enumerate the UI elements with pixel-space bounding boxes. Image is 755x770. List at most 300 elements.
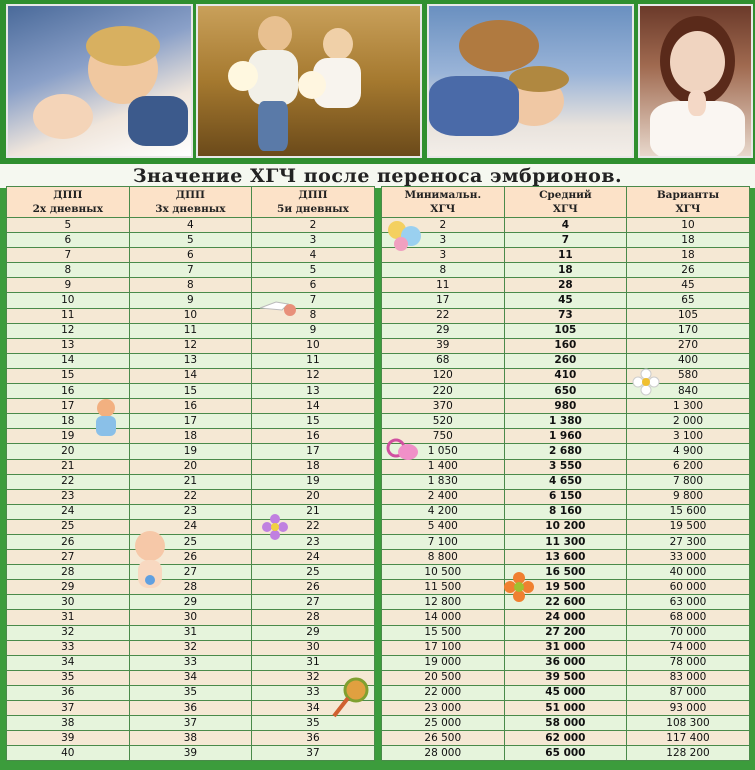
table-cell: 410: [504, 368, 627, 383]
table-cell: 10: [252, 338, 375, 353]
table-cell: 18: [504, 263, 627, 278]
table-row: [7, 489, 375, 504]
table-cell: 840: [627, 384, 750, 399]
table-cell: 11: [252, 353, 375, 368]
header-min-hcg: Минимальн. ХГЧ: [382, 187, 505, 218]
table-row: [7, 263, 375, 278]
table-cell: 51 000: [504, 701, 627, 716]
table-cell: 36 000: [504, 655, 627, 670]
table-cell: 73: [504, 308, 627, 323]
table-cell: 7: [129, 263, 252, 278]
table-cell: 19 500: [627, 519, 750, 534]
table-header-row: [382, 187, 750, 218]
table-cell: 7 100: [382, 534, 505, 549]
table-cell: 34: [129, 670, 252, 685]
table-cell: 8 160: [504, 504, 627, 519]
praying-girl-photo: [638, 4, 753, 158]
table-cell: 20 500: [382, 670, 505, 685]
table-cell: 4 200: [382, 504, 505, 519]
table-cell: 45: [504, 293, 627, 308]
table-cell: 11: [382, 278, 505, 293]
table-row: [382, 368, 750, 383]
table-cell: 38: [129, 731, 252, 746]
table-cell: 12: [7, 323, 130, 338]
table-row: [7, 534, 375, 549]
table-cell: 16 500: [504, 565, 627, 580]
table-cell: 22 600: [504, 595, 627, 610]
table-row: [382, 685, 750, 700]
table-row: [7, 746, 375, 761]
table-cell: 19: [252, 474, 375, 489]
table-cell: 2: [252, 218, 375, 233]
table-row: [382, 384, 750, 399]
header-mean-hcg: Средний ХГЧ: [504, 187, 627, 218]
table-cell: 35: [252, 716, 375, 731]
table-row: [7, 519, 375, 534]
table-cell: 980: [504, 399, 627, 414]
table-row: [382, 701, 750, 716]
table-cell: 10: [627, 218, 750, 233]
table-cell: 28 000: [382, 746, 505, 761]
table-cell: 22: [129, 489, 252, 504]
table-cell: 68: [382, 353, 505, 368]
table-row: [382, 474, 750, 489]
table-row: [382, 399, 750, 414]
table-row: [382, 655, 750, 670]
table-cell: 20: [252, 489, 375, 504]
table-row: [382, 444, 750, 459]
table-cell: 12 800: [382, 595, 505, 610]
table-cell: 36: [129, 701, 252, 716]
table-cell: 19 500: [504, 580, 627, 595]
table-cell: 4 900: [627, 444, 750, 459]
table-cell: 8: [252, 308, 375, 323]
table-cell: 9: [252, 323, 375, 338]
table-cell: 16: [7, 384, 130, 399]
table-row: [382, 278, 750, 293]
table-row: [7, 550, 375, 565]
table-cell: 21: [129, 474, 252, 489]
table-cell: 33: [252, 685, 375, 700]
table-row: [7, 580, 375, 595]
header-dpp-3day: ДПП 3х дневных: [129, 187, 252, 218]
table-cell: 8: [129, 278, 252, 293]
table-cell: 6 200: [627, 459, 750, 474]
table-cell: 33: [7, 640, 130, 655]
table-cell: 29: [129, 595, 252, 610]
table-cell: 400: [627, 353, 750, 368]
table-cell: 25: [252, 565, 375, 580]
table-cell: 65: [627, 293, 750, 308]
table-cell: 37: [129, 716, 252, 731]
table-cell: 1 300: [627, 399, 750, 414]
table-cell: 8: [382, 263, 505, 278]
table-row: [382, 338, 750, 353]
table-cell: 31: [129, 625, 252, 640]
table-cell: 27 300: [627, 534, 750, 549]
table-row: [382, 731, 750, 746]
table-cell: 23 000: [382, 701, 505, 716]
table-cell: 14: [129, 368, 252, 383]
table-cell: 28: [129, 580, 252, 595]
table-row: [7, 338, 375, 353]
table-row: [7, 565, 375, 580]
table-cell: 40 000: [627, 565, 750, 580]
table-cell: 7: [7, 248, 130, 263]
table-cell: 29: [382, 323, 505, 338]
table-cell: 26: [627, 263, 750, 278]
table-cell: 20: [129, 459, 252, 474]
table-row: [382, 323, 750, 338]
table-row: [382, 414, 750, 429]
table-cell: 32: [252, 670, 375, 685]
table-cell: 33 000: [627, 550, 750, 565]
table-row: [7, 655, 375, 670]
table-cell: 22: [252, 519, 375, 534]
table-cell: 7 800: [627, 474, 750, 489]
table-cell: 87 000: [627, 685, 750, 700]
table-row: [7, 414, 375, 429]
hcg-values-table: [381, 186, 750, 761]
table-cell: 11: [504, 248, 627, 263]
table-row: [382, 716, 750, 731]
table-cell: 36: [252, 731, 375, 746]
table-cell: 62 000: [504, 731, 627, 746]
table-cell: 8: [7, 263, 130, 278]
table-cell: 160: [504, 338, 627, 353]
table-cell: 13 600: [504, 550, 627, 565]
table-cell: 3: [382, 233, 505, 248]
table-cell: 128 200: [627, 746, 750, 761]
table-cell: 15: [129, 384, 252, 399]
table-cell: 1 400: [382, 459, 505, 474]
table-cell: 35: [7, 670, 130, 685]
header-dpp-5day: ДПП 5и дневных: [252, 187, 375, 218]
table-cell: 19: [7, 429, 130, 444]
table-cell: 5: [252, 263, 375, 278]
table-cell: 5 400: [382, 519, 505, 534]
table-cell: 28: [504, 278, 627, 293]
table-cell: 63 000: [627, 595, 750, 610]
table-cell: 22: [382, 308, 505, 323]
table-row: [7, 308, 375, 323]
table-cell: 27: [7, 550, 130, 565]
table-cell: 6: [252, 278, 375, 293]
table-cell: 19 000: [382, 655, 505, 670]
table-cell: 31 000: [504, 640, 627, 655]
table-cell: 3: [252, 233, 375, 248]
table-cell: 23: [129, 504, 252, 519]
table-cell: 5: [129, 233, 252, 248]
table-cell: 32: [7, 625, 130, 640]
table-row: [7, 670, 375, 685]
table-cell: 14: [252, 399, 375, 414]
table-cell: 18: [252, 459, 375, 474]
table-row: [382, 550, 750, 565]
title-bar: [0, 162, 755, 188]
table-cell: 10 500: [382, 565, 505, 580]
table-cell: 16: [252, 429, 375, 444]
table-cell: 8 800: [382, 550, 505, 565]
table-row: [7, 278, 375, 293]
table-row: [382, 429, 750, 444]
table-cell: 20: [7, 444, 130, 459]
table-row: [7, 625, 375, 640]
table-cell: 25: [129, 534, 252, 549]
table-cell: 2: [382, 218, 505, 233]
table-cell: 12: [129, 338, 252, 353]
table-row: [382, 595, 750, 610]
table-row: [382, 534, 750, 549]
table-row: [382, 640, 750, 655]
table-cell: 31: [252, 655, 375, 670]
table-cell: 33: [129, 655, 252, 670]
table-cell: 11: [129, 323, 252, 338]
table-cell: 15 600: [627, 504, 750, 519]
table-cell: 3 100: [627, 429, 750, 444]
table-row: [7, 716, 375, 731]
table-row: [382, 233, 750, 248]
table-cell: 4 650: [504, 474, 627, 489]
table-cell: 30: [7, 595, 130, 610]
table-cell: 34: [7, 655, 130, 670]
table-cell: 23: [7, 489, 130, 504]
table-cell: 31: [7, 610, 130, 625]
table-header-row: [7, 187, 375, 218]
page-title: Значение ХГЧ после переноса эмбрионов.: [132, 165, 623, 187]
table-cell: 40: [7, 746, 130, 761]
table-row: [382, 504, 750, 519]
table-cell: 58 000: [504, 716, 627, 731]
table-cell: 18: [129, 429, 252, 444]
table-row: [382, 308, 750, 323]
table-cell: 260: [504, 353, 627, 368]
table-cell: 117 400: [627, 731, 750, 746]
table-row: [382, 459, 750, 474]
table-cell: 580: [627, 368, 750, 383]
table-cell: 108 300: [627, 716, 750, 731]
table-cell: 24: [7, 504, 130, 519]
table-cell: 37: [252, 746, 375, 761]
table-cell: 15: [7, 368, 130, 383]
header-range-hcg: Варианты ХГЧ: [627, 187, 750, 218]
table-cell: 29: [252, 625, 375, 640]
table-cell: 12: [252, 368, 375, 383]
table-cell: 5: [7, 218, 130, 233]
table-row: [7, 323, 375, 338]
table-cell: 74 000: [627, 640, 750, 655]
table-row: [382, 263, 750, 278]
table-cell: 650: [504, 384, 627, 399]
table-cell: 24 000: [504, 610, 627, 625]
table-row: [7, 368, 375, 383]
table-row: [7, 504, 375, 519]
table-row: [7, 731, 375, 746]
table-cell: 220: [382, 384, 505, 399]
table-cell: 21: [252, 504, 375, 519]
table-row: [7, 233, 375, 248]
table-cell: 27: [129, 565, 252, 580]
table-row: [382, 353, 750, 368]
table-cell: 65 000: [504, 746, 627, 761]
table-cell: 25: [7, 519, 130, 534]
table-cell: 37: [7, 701, 130, 716]
table-cell: 9: [129, 293, 252, 308]
table-cell: 9: [7, 278, 130, 293]
table-row: [7, 701, 375, 716]
table-cell: 26: [7, 534, 130, 549]
table-cell: 30: [252, 640, 375, 655]
table-row: [7, 248, 375, 263]
table-cell: 17: [129, 414, 252, 429]
table-cell: 10: [7, 293, 130, 308]
table-cell: 19: [129, 444, 252, 459]
table-cell: 2 000: [627, 414, 750, 429]
table-cell: 39: [7, 731, 130, 746]
table-cell: 7: [252, 293, 375, 308]
table-cell: 93 000: [627, 701, 750, 716]
table-cell: 11 500: [382, 580, 505, 595]
table-cell: 39: [129, 746, 252, 761]
table-row: [382, 519, 750, 534]
table-cell: 18: [7, 414, 130, 429]
table-cell: 105: [627, 308, 750, 323]
table-row: [7, 474, 375, 489]
table-cell: 26 500: [382, 731, 505, 746]
table-cell: 39: [382, 338, 505, 353]
table-cell: 750: [382, 429, 505, 444]
table-cell: 10 200: [504, 519, 627, 534]
table-row: [7, 218, 375, 233]
photo-banner: [0, 0, 755, 162]
table-row: [382, 248, 750, 263]
table-cell: 24: [129, 519, 252, 534]
table-row: [382, 489, 750, 504]
table-row: [7, 353, 375, 368]
table-row: [7, 384, 375, 399]
table-cell: 78 000: [627, 655, 750, 670]
table-cell: 28: [7, 565, 130, 580]
table-cell: 22: [7, 474, 130, 489]
table-cell: 520: [382, 414, 505, 429]
table-row: [382, 670, 750, 685]
table-row: [382, 565, 750, 580]
table-cell: 45 000: [504, 685, 627, 700]
table-cell: 1 960: [504, 429, 627, 444]
table-cell: 4: [504, 218, 627, 233]
table-cell: 26: [252, 580, 375, 595]
header-dpp-2day: ДПП 2х дневных: [7, 187, 130, 218]
table-cell: 83 000: [627, 670, 750, 685]
table-cell: 13: [7, 338, 130, 353]
table-cell: 6: [7, 233, 130, 248]
table-cell: 17: [7, 399, 130, 414]
table-row: [382, 746, 750, 761]
table-cell: 45: [627, 278, 750, 293]
table-cell: 39 500: [504, 670, 627, 685]
table-row: [7, 595, 375, 610]
sleeping-child-photo: [427, 4, 634, 158]
table-cell: 17 100: [382, 640, 505, 655]
table-cell: 18: [627, 248, 750, 263]
table-cell: 22 000: [382, 685, 505, 700]
table-cell: 11: [7, 308, 130, 323]
table-cell: 1 830: [382, 474, 505, 489]
table-row: [7, 429, 375, 444]
table-row: [382, 218, 750, 233]
table-row: [7, 640, 375, 655]
table-cell: 25 000: [382, 716, 505, 731]
table-row: [382, 625, 750, 640]
table-cell: 1 050: [382, 444, 505, 459]
days-after-transfer-table: [6, 186, 375, 761]
table-cell: 13: [252, 384, 375, 399]
table-cell: 10: [129, 308, 252, 323]
table-row: [7, 293, 375, 308]
table-cell: 6 150: [504, 489, 627, 504]
table-cell: 7: [504, 233, 627, 248]
table-cell: 170: [627, 323, 750, 338]
table-cell: 3 550: [504, 459, 627, 474]
table-cell: 13: [129, 353, 252, 368]
table-cell: 14 000: [382, 610, 505, 625]
table-cell: 17: [252, 444, 375, 459]
table-cell: 32: [129, 640, 252, 655]
table-cell: 15 500: [382, 625, 505, 640]
table-row: [7, 399, 375, 414]
table-cell: 1 380: [504, 414, 627, 429]
table-cell: 6: [129, 248, 252, 263]
baby-photo: [6, 4, 193, 158]
table-cell: 70 000: [627, 625, 750, 640]
table-cell: 27: [252, 595, 375, 610]
table-cell: 36: [7, 685, 130, 700]
table-cell: 15: [252, 414, 375, 429]
table-cell: 23: [252, 534, 375, 549]
table-row: [7, 685, 375, 700]
table-cell: 4: [252, 248, 375, 263]
table-cell: 3: [382, 248, 505, 263]
table-cell: 2 680: [504, 444, 627, 459]
table-cell: 105: [504, 323, 627, 338]
table-cell: 18: [627, 233, 750, 248]
table-cell: 4: [129, 218, 252, 233]
table-cell: 30: [129, 610, 252, 625]
table-cell: 68 000: [627, 610, 750, 625]
table-cell: 14: [7, 353, 130, 368]
table-row: [382, 293, 750, 308]
table-cell: 29: [7, 580, 130, 595]
table-cell: 370: [382, 399, 505, 414]
table-cell: 17: [382, 293, 505, 308]
table-cell: 16: [129, 399, 252, 414]
table-cell: 34: [252, 701, 375, 716]
table-cell: 60 000: [627, 580, 750, 595]
table-cell: 11 300: [504, 534, 627, 549]
table-cell: 27 200: [504, 625, 627, 640]
table-cell: 38: [7, 716, 130, 731]
table-row: [7, 610, 375, 625]
table-cell: 28: [252, 610, 375, 625]
table-cell: 21: [7, 459, 130, 474]
table-row: [7, 459, 375, 474]
children-running-photo: [196, 4, 422, 158]
table-cell: 35: [129, 685, 252, 700]
table-row: [7, 444, 375, 459]
table-row: [382, 610, 750, 625]
table-cell: 270: [627, 338, 750, 353]
table-cell: 26: [129, 550, 252, 565]
